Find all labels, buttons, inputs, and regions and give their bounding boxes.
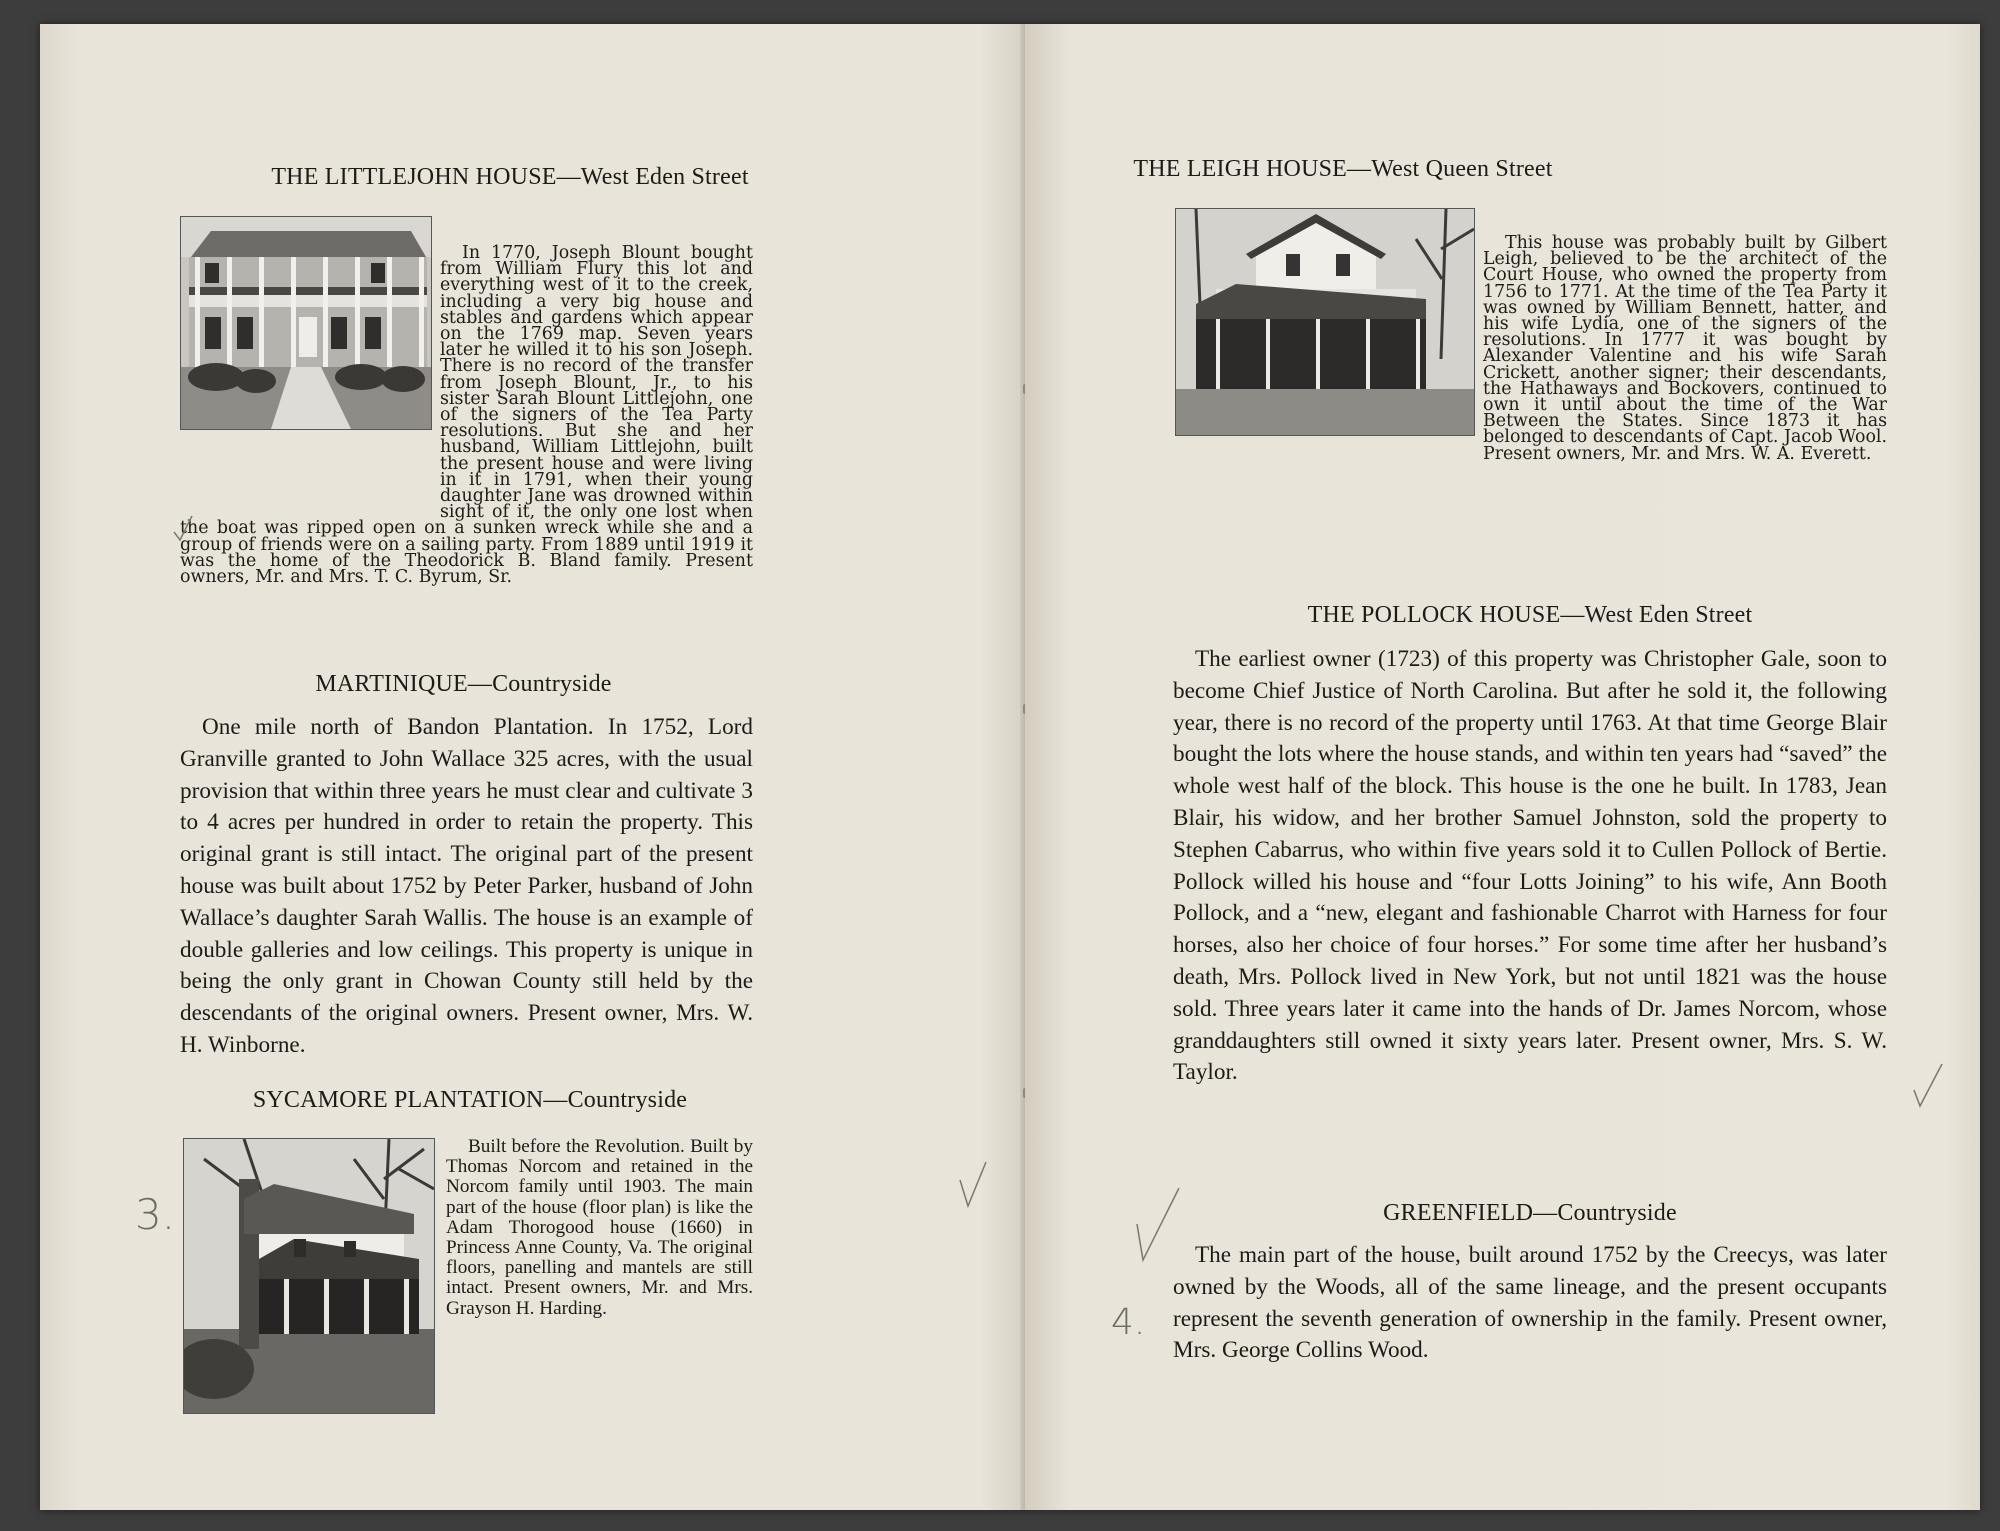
martinique-paragraph: One mile north of Bandon Plantation. In 1752, Lord Granville granted to John Wallace 325 acres, with the usual provision that within three years he must clear and cultivate 3 to 4 acres per hundred in order to retain the property. This original grant is still intact. The original part of the present house was built about 1752 by Peter Parker, husband of John Wallace’s daughter Sarah Wallis. The house is an example of double galleries and low ceilings. This property is unique in being the only grant in Chowan County still held by the descendants of the original owners. Present owner, Mrs. W. H. Winborne. (180, 714, 753, 1058)
pencil-check-mark-icon (958, 1160, 988, 1210)
sycamore-title: SYCAMORE PLANTATION—Countryside (252, 1087, 688, 1113)
leigh-text-block (1173, 235, 1887, 505)
right-page (1025, 24, 1980, 1510)
margin-page-number: 3. (135, 1190, 176, 1239)
littlejohn-text-block (180, 243, 753, 588)
leigh-paragraph: This house was probably built by Gilbert Leigh, believed to be the architect of the Court House, who owned the property from 1756 to 1771. At the time of the Tea Party it was owned by William Bennett, hatter, and his wife Lydia, one of the signers of the resolutions. In 1777 it was bought by Alexander Valentine and his wife Sarah Crickett, another signer; their descendants, the Hathaways and Bockovers, continued to own it until about the time of the War Between the States. Since 1873 it has belonged to descendants of Capt. Jacob Wool. Present owners, Mr. and Mrs. W. A. Everett. (1483, 233, 1887, 464)
pencil-check-mark-icon (172, 514, 196, 544)
left-page (40, 24, 1025, 1510)
book-spread (40, 24, 1980, 1510)
pollock-paragraph: The earliest owner (1723) of this property was Christopher Gale, soon to become Chief Justice of North Carolina. But after he sold it, the following year, there is no record of the property until 1763. At that time George Blair bought the lots where the house stands, and within ten years had “saved” the whole west half of the block. This house is the one he built. In 1783, Jean Blair, his widow, and her brother Samuel Johnston, sold the property to Stephen Cabarrus, who within five years sold it to Cullen Pollock of Bertie. Pollock willed his house and “four Lotts Joining” to his wife, Ann Booth Pollock, and a “new, elegant and fashionable Charrot with Harness for four horses, also her choice of four horses.” For some time after her husband’s death, Mrs. Pollock lived in New York, but not until 1821 was the house sold. Three years later it came into the hands of Dr. James Norcom, whose granddaughters still owned it sixty years later. Present owner, Mrs. S. W. Taylor. (1173, 646, 1887, 1086)
martinique-title: MARTINIQUE—Countryside (315, 671, 612, 697)
leigh-title: THE LEIGH HOUSE—West Queen Street (1133, 156, 1553, 182)
pencil-check-mark-icon (1133, 1184, 1183, 1264)
greenfield-title: GREENFIELD—Countryside (1383, 1200, 1677, 1226)
sycamore-text-block (183, 1137, 753, 1417)
littlejohn-title: THE LITTLEJOHN HOUSE—West Eden Street (271, 164, 749, 190)
pollock-title: THE POLLOCK HOUSE—West Eden Street (1307, 602, 1753, 628)
pencil-check-mark-icon (1912, 1060, 1946, 1110)
sycamore-paragraph: Built before the Revolution. Built by Thomas Norcom and retained in the Norcom family until 1903. The main part of the house (floor plan) is like the Adam Thorogood house (1660) in Princess Anne County, Va. The original floors, panelling and mantels are still intact. Present owners, Mr. and Mrs. Grayson H. Harding. (446, 1136, 753, 1319)
littlejohn-paragraph: In 1770, Joseph Blount bought from William Flury this lot and everything west of it to the creek, including a very big house and stables and gardens which appear on the 1769 map. Seven years later he willed it to his son Joseph. There is no record of the transfer from Joseph Blount, Jr., to his sister Sarah Blount Littlejohn, one of the signers of the Tea Party resolutions. But she and her husband, William Littlejohn, built the present house and were living in it in 1791, when their young daughter Jane was drowned within sight of it, the only one lost when the boat was ripped open on a sunken wreck while she and a group of friends were on a sailing party. From 1889 until 1919 it was the home of the Theodorick B. Bland family. Present owners, Mr. and Mrs. T. C. Byrum, Sr. (180, 243, 753, 588)
margin-page-number: 4. (1111, 1302, 1146, 1343)
greenfield-paragraph: The main part of the house, built around 1752 by the Creecys, was later owned by the Woods, all of the same lineage, and the present occupants represent the seventh generation of ownership in the family. Present owner, Mrs. George Collins Wood. (1173, 1242, 1887, 1364)
